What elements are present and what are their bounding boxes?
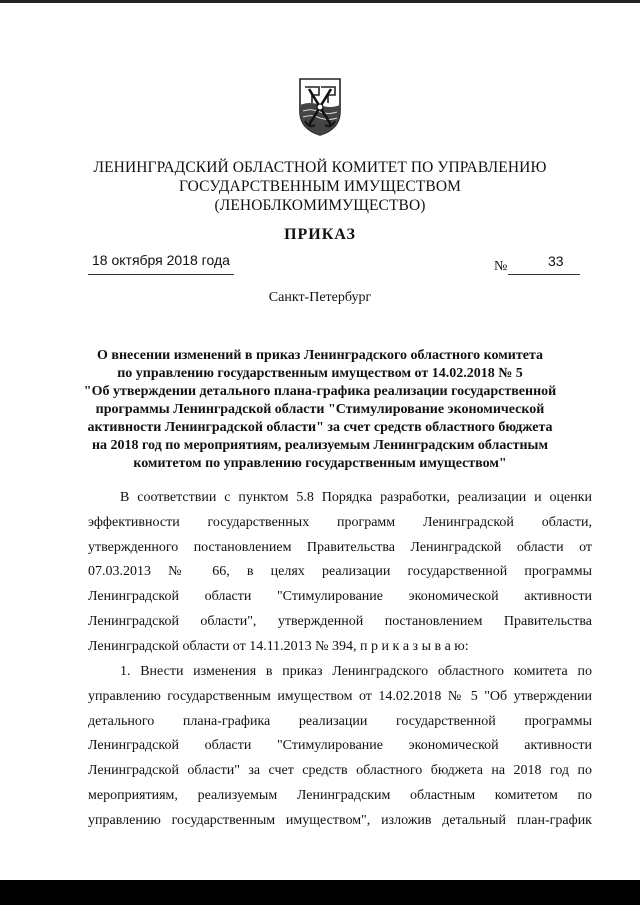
org-line: ГОСУДАРСТВЕННЫМ ИМУЩЕСТВОМ — [178, 178, 462, 195]
subject-line: по управлению государственным имуществом от 14.02.2018 № 5 — [117, 366, 523, 381]
city-name: Санкт-Петербург — [268, 290, 372, 305]
number-sign: № — [494, 259, 508, 274]
document-title: ПРИКАЗ — [284, 226, 356, 243]
body-line: Ленинградской области" за счет средств областного бюджета на 2018 год по — [88, 763, 592, 779]
subject-line: на 2018 год по мероприятиям, реализуемым Ленинградским областным — [91, 438, 549, 453]
paragraph-preamble — [88, 486, 592, 660]
body-line: управлению государственным имуществом", изложив детальный план-график — [88, 812, 592, 828]
body-line: 07.03.2013 № 66, в целях реализации государственной программы — [88, 564, 592, 580]
order-number: 33 — [548, 253, 564, 269]
date-underline — [88, 274, 234, 275]
order-subject — [70, 347, 570, 473]
body-line: управлению государственным имуществом от 14.02.2018 № 5 "Об утверждении — [88, 688, 592, 704]
subject-line: О внесении изменений в приказ Ленинградского областного комитета — [97, 348, 543, 363]
subject-line: активности Ленинградской области" за счет средств областного бюджета — [87, 420, 553, 435]
body-line: детального плана-графика реализации государственной программы — [88, 713, 592, 729]
scan-bottom-edge — [0, 880, 640, 905]
body-line: эффективности государственных программ Ленинградской области, — [88, 514, 592, 530]
coat-of-arms-icon — [297, 75, 343, 137]
order-date: 18 октября 2018 года — [92, 252, 230, 268]
subject-line: комитетом по управлению государственным имуществом" — [133, 456, 507, 471]
org-line: ЛЕНИНГРАДСКИЙ ОБЛАСТНОЙ КОМИТЕТ ПО УПРАВЛЕНИЮ — [93, 159, 547, 176]
org-line: (ЛЕНОБЛКОМИМУЩЕСТВО) — [214, 197, 426, 214]
organization-name — [80, 158, 560, 215]
body-line: В соответствии с пунктом 5.8 Порядка разработки, реализации и оценки — [120, 490, 592, 505]
body-line: Ленинградской области "Стимулирование экономической активности — [88, 589, 592, 605]
body-line: Ленинградской области от 14.11.2013 № 394, п р и к а з ы в а ю: — [88, 638, 469, 654]
body-line: утвержденного постановлением Правительства Ленинградской области от — [88, 539, 592, 555]
body-line: 1. Внести изменения в приказ Ленинградского областного комитета по — [120, 664, 592, 679]
paragraph-item-1 — [88, 660, 592, 834]
number-underline — [508, 274, 580, 275]
subject-line: "Об утверждении детального плана-графика реализации государственной — [83, 384, 557, 399]
body-line: Ленинградской области", утвержденной постановлением Правительства — [88, 613, 592, 629]
body-line: Ленинградской области "Стимулирование экономической активности — [88, 738, 592, 754]
body-line: мероприятиям, реализуемым Ленинградским областным комитетом по — [88, 787, 592, 803]
subject-line: программы Ленинградской области "Стимулирование экономической — [95, 402, 545, 417]
scan-top-edge — [0, 0, 640, 3]
